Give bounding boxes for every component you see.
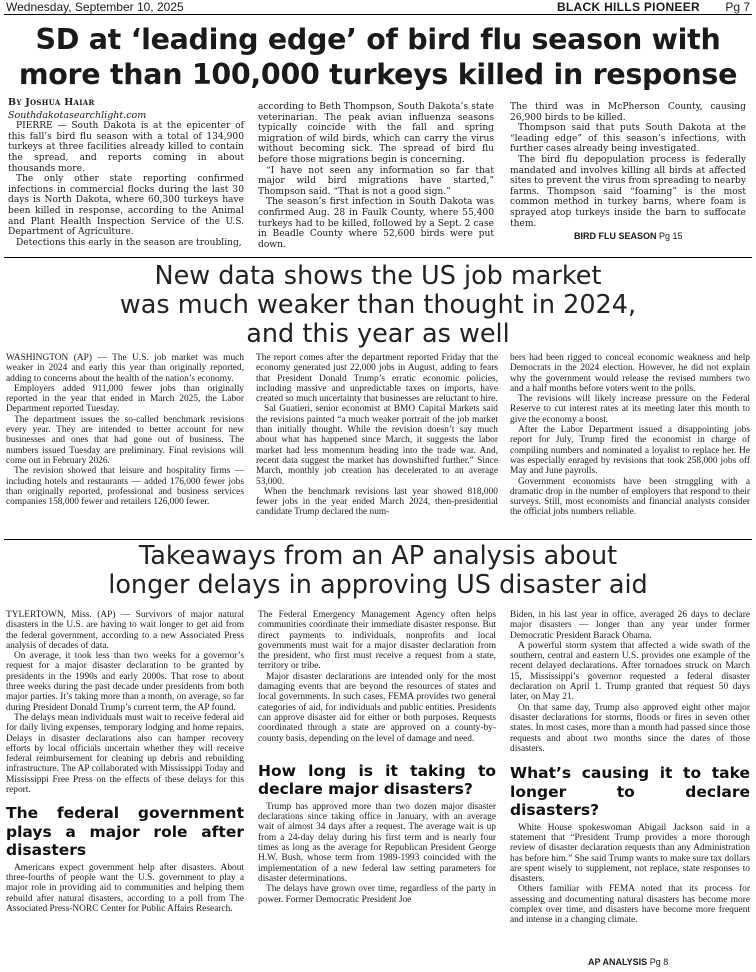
subhead: What’s causing it to take longer to declare disasters? <box>510 764 750 820</box>
story2-column-1 <box>6 353 244 507</box>
paragraph: The bird flu depopulation process is federally mandated and involves killing all birds at affected sites to prevent the virus from spreading to nearby farms. Thompson said “foaming” is the most common method in turkey barns, where foam is sprayed atop turkeys inside the barn to suffocate them. <box>510 154 746 229</box>
paragraph: Trump has approved more than two dozen major disaster declarations since taking office in January, with an average wait of almost 34 days after a request. The average wait is up from a 24-day delay during his first term and is nearly four times as long as the average for Republican President George H.W. Bush, whose term from 1989-1993 coincided with the implementation of a new federal law setting parameters for disaster determinations. <box>258 801 496 884</box>
jump-label: AP ANALYSIS <box>588 957 648 967</box>
paragraph: Biden, in his last year in office, averaged 26 days to declare major disasters — longer than any year under former Democratic President Barack Obama. <box>510 610 750 641</box>
paragraph: WASHINGTON (AP) — The U.S. job market was much weaker in 2024 and early this year than originally reported, adding to concerns about the health of the nation’s economy. <box>6 353 244 384</box>
paragraph: The third was in McPherson County, causing 26,900 birds to be killed. <box>510 102 746 123</box>
subhead: How long is it taking to declare major disasters? <box>258 761 496 799</box>
story3-column-1 <box>6 610 244 914</box>
story3-headline-line2: longer delays in approving US disaster aid <box>108 570 648 600</box>
paragraph: The delays mean individuals must wait to receive federal aid for daily living expenses, temporary lodging and home repairs. Delays in disaster declarations also can hamper recovery efforts by local officials uncertain whether they will receive federal reimbursement for cleaning up debris and rebuilding infrastructure. The AP collaborated with Mississippi Today and Mississippi Free Press on the effects of these delays for this report. <box>6 712 244 796</box>
story1-jump-link[interactable] <box>574 231 683 241</box>
paragraph: The season’s first infection in South Dakota was confirmed Aug. 28 in Faulk County, where 55,400 turkeys had to be killed, followed by a Sept. 2 case in Beadle County where 52,600 birds were put down. <box>258 197 494 250</box>
paragraph: The revision showed that leisure and hospitality firms — including hotels and restaurants — added 176,000 fewer jobs than originally reported, professional and business services companies 158,000 fewer and retailers 126,000 fewer. <box>6 466 244 508</box>
jump-label: BIRD FLU SEASON <box>574 231 657 241</box>
jump-page: Pg 8 <box>649 957 669 967</box>
story1-column-1 <box>8 98 244 248</box>
paragraph: The Federal Emergency Management Agency often helps communities coordinate their immediate disaster response. But direct payments to individuals, nonprofits and local governments must wait for a major disaster declaration from the president, who first must receive a request from a state, territory or tribe. <box>258 610 496 672</box>
paragraph: “I have not seen any information so far that major wild bird migrations have started,” Thompson said. “That is not a good sign.” <box>258 165 494 197</box>
story2-headline-line3: and this year as well <box>246 319 510 349</box>
paragraph: Major disaster declarations are intended only for the most damaging events that are beyond the resources of states and local governments. In such cases, FEMA provides two general categories of aid, for individuals and public entities. Presidents can approve disaster aid for either or both purposes. Requests coordinated through a state are approved on a county-by-county basis, depending on the level of damage and need. <box>258 671 496 744</box>
story3-jump-link[interactable] <box>588 957 668 967</box>
paragraph: The department issues the so-called benchmark revisions every year. They are intended to better account for new businesses and ones that had gone out of business. The numbers issued Tuesday are preliminary. Final revisions will come out in February 2026. <box>6 414 244 466</box>
paragraph: bers had been rigged to conceal economic weakness and help Democrats in the 2024 election. However, he did not explain why the government would release the revised numbers two and a half months before voters went to the polls. <box>510 353 750 394</box>
byline: By Joshua Haiar <box>8 97 95 108</box>
paragraph: Sal Guatieri, senior economist at BMO Capital Markets said the revisions painted “a much weaker portrait of the job market than initially thought. While the revision doesn’t say much about what has happened since March, it suggests the labor market had less momentum heading into the trade war. And, recent data suggest the market has downshifted further.” Since March, monthly job creation has decelerated to an average 53,000. <box>256 404 498 487</box>
story3-column-2 <box>258 610 496 905</box>
paragraph: The only other state reporting confirmed infections in commercial flocks during the last 30 days is North Dakota, where 60,300 turkeys have been killed in response, according to the Animal and Plant Health Inspection Service of the U.S. Department of Agriculture. <box>8 174 244 238</box>
paragraph: The revisions will likely increase pressure on the Federal Reserve to cut interest rates at its meeting later this month to give the economy a boost. <box>510 394 750 425</box>
subhead: The federal government plays a major role after disasters <box>6 804 244 860</box>
paragraph: TYLERTOWN, Miss. (AP) — Survivors of major natural disasters in the U.S. are having to wait longer to get aid from the federal government, according to a new Associated Press analysis of decades of data. <box>6 610 244 651</box>
paragraph: Americans expect government help after disasters. About three-fourths of people want the U.S. government to play a major role in providing aid to communities and helping them rebuild after natural disasters, according to a poll from The Associated Press-NORC Center for Public Affairs Research. <box>6 862 244 915</box>
story1-column-2 <box>258 102 494 250</box>
paragraph: White House spokeswoman Abigail Jackson said in a statement that “President Trump provides a more thorough review of disaster declaration requests than any Administration has before him.” She said Trump wants to make sure tax dollars are spent wisely to supplement, not replace, state responses to disasters. <box>510 822 750 885</box>
paragraph: PIERRE — South Dakota is at the epicenter of this fall’s bird flu season with a total of 134,900 turkeys at three facilities already killed to contain the spread, and reports coming in about thousands more. <box>8 121 244 174</box>
story2-column-3 <box>510 353 750 518</box>
story1-headline-line2: more than 100,000 turkeys killed in response <box>18 58 738 91</box>
story3-headline-line1: Takeaways from an AP analysis about <box>138 541 618 571</box>
story1-headline-line1: SD at ‘leading edge’ of bird flu season with <box>35 23 721 56</box>
story2-column-2 <box>256 353 498 518</box>
jump-page: Pg 15 <box>659 231 683 241</box>
story2-headline <box>20 262 736 349</box>
paragraph: A powerful storm system that affected a wide swath of the southern, central and eastern U.S. provides one example of the recent delayed declarations. After tornadoes struck on March 15, Mississippi’s governor requested a federal disaster declaration on April 1. Trump granted that request 50 days later, on May 21. <box>510 640 750 703</box>
paragraph: Detections this early in the season are troubling, <box>16 237 242 248</box>
paragraph: according to Beth Thompson, South Dakota’s state veterinarian. The peak avian influenza seasons typically coincide with the fall and spring migration of wild birds, which can carry the virus without becoming sick. The spread of bird flu before those migrations begin is concerning. <box>258 102 494 165</box>
story2-headline-line2: was much weaker than thought in 2024, <box>119 290 637 320</box>
story1-headline <box>10 22 746 92</box>
story3-headline <box>20 542 736 600</box>
paragraph: When the benchmark revisions last year showed 818,000 fewer jobs in the year ended March 2024, then-presidential candidate Trump declared the num- <box>256 486 498 518</box>
issue-date: Wednesday, September 10, 2025 <box>6 0 184 14</box>
page-number: Pg 7 <box>725 0 750 14</box>
page-header <box>4 0 752 15</box>
paragraph: Government economists have been struggling with a dramatic drop in the number of employers that respond to their surveys. Still, most economists and financial analysts consider the official jobs numbers reliable. <box>510 476 750 518</box>
paragraph: Others familiar with FEMA noted that its process for assessing and documenting natural disasters has become more complex over time, and disasters have become more frequent and intense in a changing climate. <box>510 884 750 926</box>
paragraph: After the Labor Department issued a disappointing jobs report for July, Trump fired the economist in charge of compiling numbers and nominated a loyalist to replace her. He was especially enraged by revisions that took 258,000 jobs off May and June payrolls. <box>510 425 750 477</box>
paragraph: Employers added 911,000 fewer jobs than originally reported in the year that ended in March 2025, the Labor Department reported Tuesday. <box>6 383 244 415</box>
byline-source: Southdakotasearchlight.com <box>8 109 147 121</box>
paragraph: Thompson said that puts South Dakota at the “leading edge” of this season’s infections, with further cases already being investigated. <box>510 123 746 155</box>
section-divider <box>4 539 752 540</box>
newspaper-name: BLACK HILLS PIONEER <box>556 0 700 14</box>
story2-headline-line1: New data shows the US job market <box>154 261 602 291</box>
story1-column-3 <box>510 102 746 229</box>
paragraph: On that same day, Trump also approved eight other major disaster declarations for storms, floods or fires in seven other states. In most cases, more than a month had passed since those requests and about two months since the dates of those disasters. <box>510 702 750 754</box>
paragraph: On average, it took less than two weeks for a governor’s request for a major disaster declaration to be granted by presidents in the 1990s and early 2000s. That rose to about three weeks during the past decade under presidents from both major parties. It’s taking more than a month, on average, so far during President Donald Trump’s current term, the AP found. <box>6 651 244 713</box>
story3-column-3 <box>510 610 750 926</box>
paragraph: The report comes after the department reported Friday that the economy generated just 22,000 jobs in August, adding to fears that President Donald Trump’s erratic economic policies, including massive and unpredictable taxes on imports, have created so much uncertainty that businesses are reluctant to hire. <box>256 353 498 405</box>
paragraph: The delays have grown over time, regardless of the party in power. Former Democratic President Joe <box>258 884 496 905</box>
section-divider <box>4 257 752 258</box>
